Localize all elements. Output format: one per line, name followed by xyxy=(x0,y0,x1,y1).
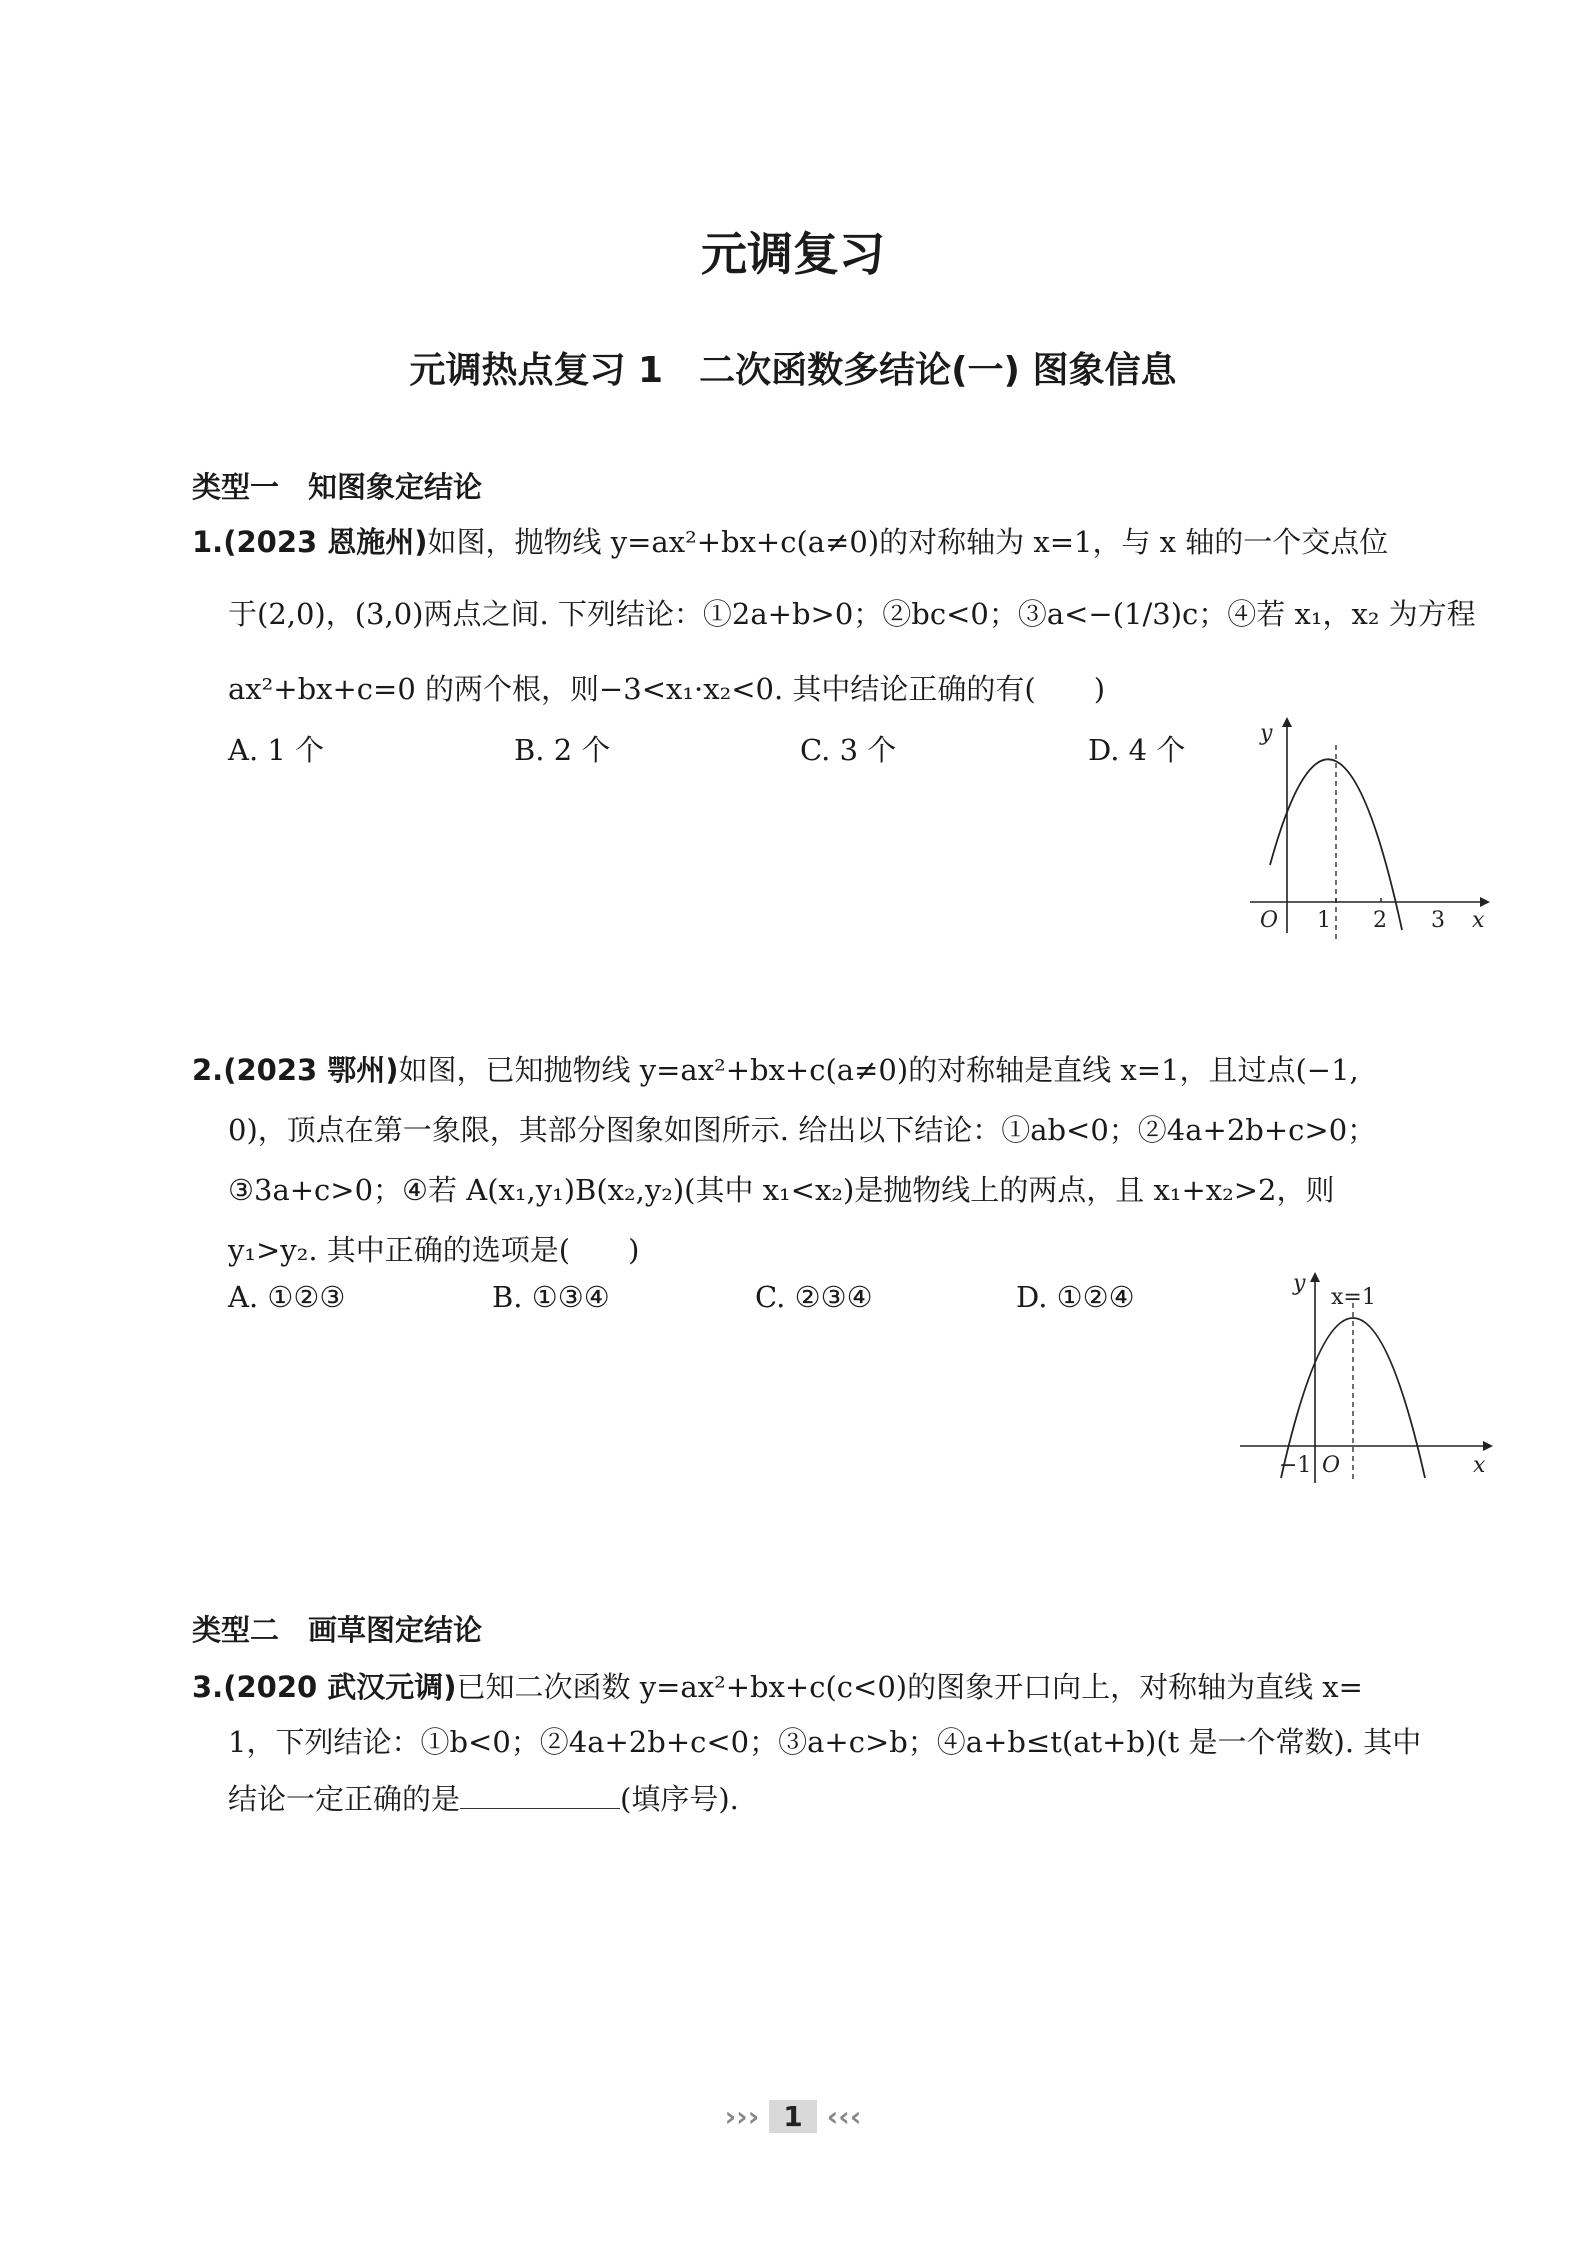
q1-tick-2: 2 xyxy=(1373,908,1387,933)
q2-line4: y₁>y₂. 其中正确的选项是( ) xyxy=(228,1233,640,1267)
q2-x-arrow xyxy=(1483,1441,1493,1451)
q3-source: (2020 武汉元调) xyxy=(223,1670,457,1704)
q1-option-b: B. 2 个 xyxy=(514,733,611,767)
q1-line1 xyxy=(192,520,1388,561)
page-left-arrows: ››› xyxy=(724,2100,760,2133)
q3-line1 xyxy=(192,1665,1363,1706)
q2-option-a: A. ①②③ xyxy=(228,1280,346,1314)
q2-option-b: B. ①③④ xyxy=(492,1280,610,1314)
q2-source: (2023 鄂州) xyxy=(223,1053,399,1087)
q2-line3: ③3a+c>0；④若 A(x₁,y₁)B(x₂,y₂)(其中 x₁<x₂)是抛物线上的两点，且 x₁+x₂>2，则 xyxy=(228,1173,1335,1207)
q2-text-1: 如图，已知抛物线 y=ax²+bx+c(a≠0)的对称轴是直线 x=1，且过点(−1, xyxy=(398,1053,1359,1087)
q1-x-arrow xyxy=(1480,897,1490,907)
q1-tick-3: 3 xyxy=(1431,908,1445,933)
q3-number: 3. xyxy=(192,1670,224,1704)
q2-line1 xyxy=(192,1048,1359,1089)
page-number: 1 xyxy=(769,2100,816,2133)
q3-text-3: 结论一定正确的是 xyxy=(228,1782,461,1816)
q3-text-1: 已知二次函数 y=ax²+bx+c(c<0)的图象开口向上，对称轴为直线 x= xyxy=(456,1670,1363,1704)
q2-line2: 0)，顶点在第一象限，其部分图象如图所示. 给出以下结论：①ab<0；②4a+2b+c>0； xyxy=(228,1113,1377,1147)
q1-tick-1: 1 xyxy=(1317,908,1331,933)
q1-line3: ax²+bx+c=0 的两个根，则−3<x₁·x₂<0. 其中结论正确的有( ) xyxy=(228,672,1106,706)
q2-number: 2. xyxy=(192,1053,224,1087)
q2-tick-neg1: −1 xyxy=(1279,1453,1312,1478)
q1-origin-label: O xyxy=(1260,908,1279,933)
q1-number: 1. xyxy=(192,525,224,559)
q2-symmetry-label: x=1 xyxy=(1331,1285,1376,1310)
lesson-subtitle: 元调热点复习 1 二次函数多结论(一) 图象信息 xyxy=(409,350,1177,391)
q1-source: (2023 恩施州) xyxy=(223,525,428,559)
q2-y-arrow xyxy=(1310,1272,1320,1282)
q2-origin-label: O xyxy=(1322,1453,1341,1478)
section-heading-1: 类型一 知图象定结论 xyxy=(192,470,483,504)
q1-y-arrow xyxy=(1282,717,1292,727)
page-title: 元调复习 xyxy=(701,227,885,281)
q2-y-label: y xyxy=(1293,1271,1306,1296)
page-right-arrows: ‹‹‹ xyxy=(826,2100,862,2133)
q2-option-c: C. ②③④ xyxy=(755,1280,873,1314)
section-heading-2: 类型二 画草图定结论 xyxy=(192,1613,483,1647)
q3-line2: 1，下列结论：①b<0；②4a+2b+c<0；③a+c>b；④a+b≤t(at+b)(t 是一个常数). 其中 xyxy=(228,1725,1422,1759)
q1-option-a: A. 1 个 xyxy=(228,733,325,767)
q1-parabola-graph xyxy=(1240,715,1490,940)
q2-parabola-graph xyxy=(1235,1268,1495,1493)
q1-y-label: y xyxy=(1260,721,1273,746)
q2-x-label: x xyxy=(1473,1453,1486,1478)
q2-option-d: D. ①②④ xyxy=(1016,1280,1135,1314)
page-number-bar xyxy=(0,2100,1586,2133)
q1-option-d: D. 4 个 xyxy=(1088,733,1186,767)
q1-x-label: x xyxy=(1472,908,1485,933)
q1-text-1: 如图，抛物线 y=ax²+bx+c(a≠0)的对称轴为 x=1，与 x 轴的一个交点位 xyxy=(427,525,1389,559)
q3-answer-blank[interactable] xyxy=(460,1780,620,1809)
q3-line3 xyxy=(228,1777,739,1818)
q1-line2: 于(2,0)，(3,0)两点之间. 下列结论：①2a+b>0；②bc<0；③a<−(1/3)c；④若 x₁，x₂ 为方程 xyxy=(228,597,1476,631)
q3-text-3b: (填序号). xyxy=(620,1782,739,1816)
q1-option-c: C. 3 个 xyxy=(800,733,897,767)
